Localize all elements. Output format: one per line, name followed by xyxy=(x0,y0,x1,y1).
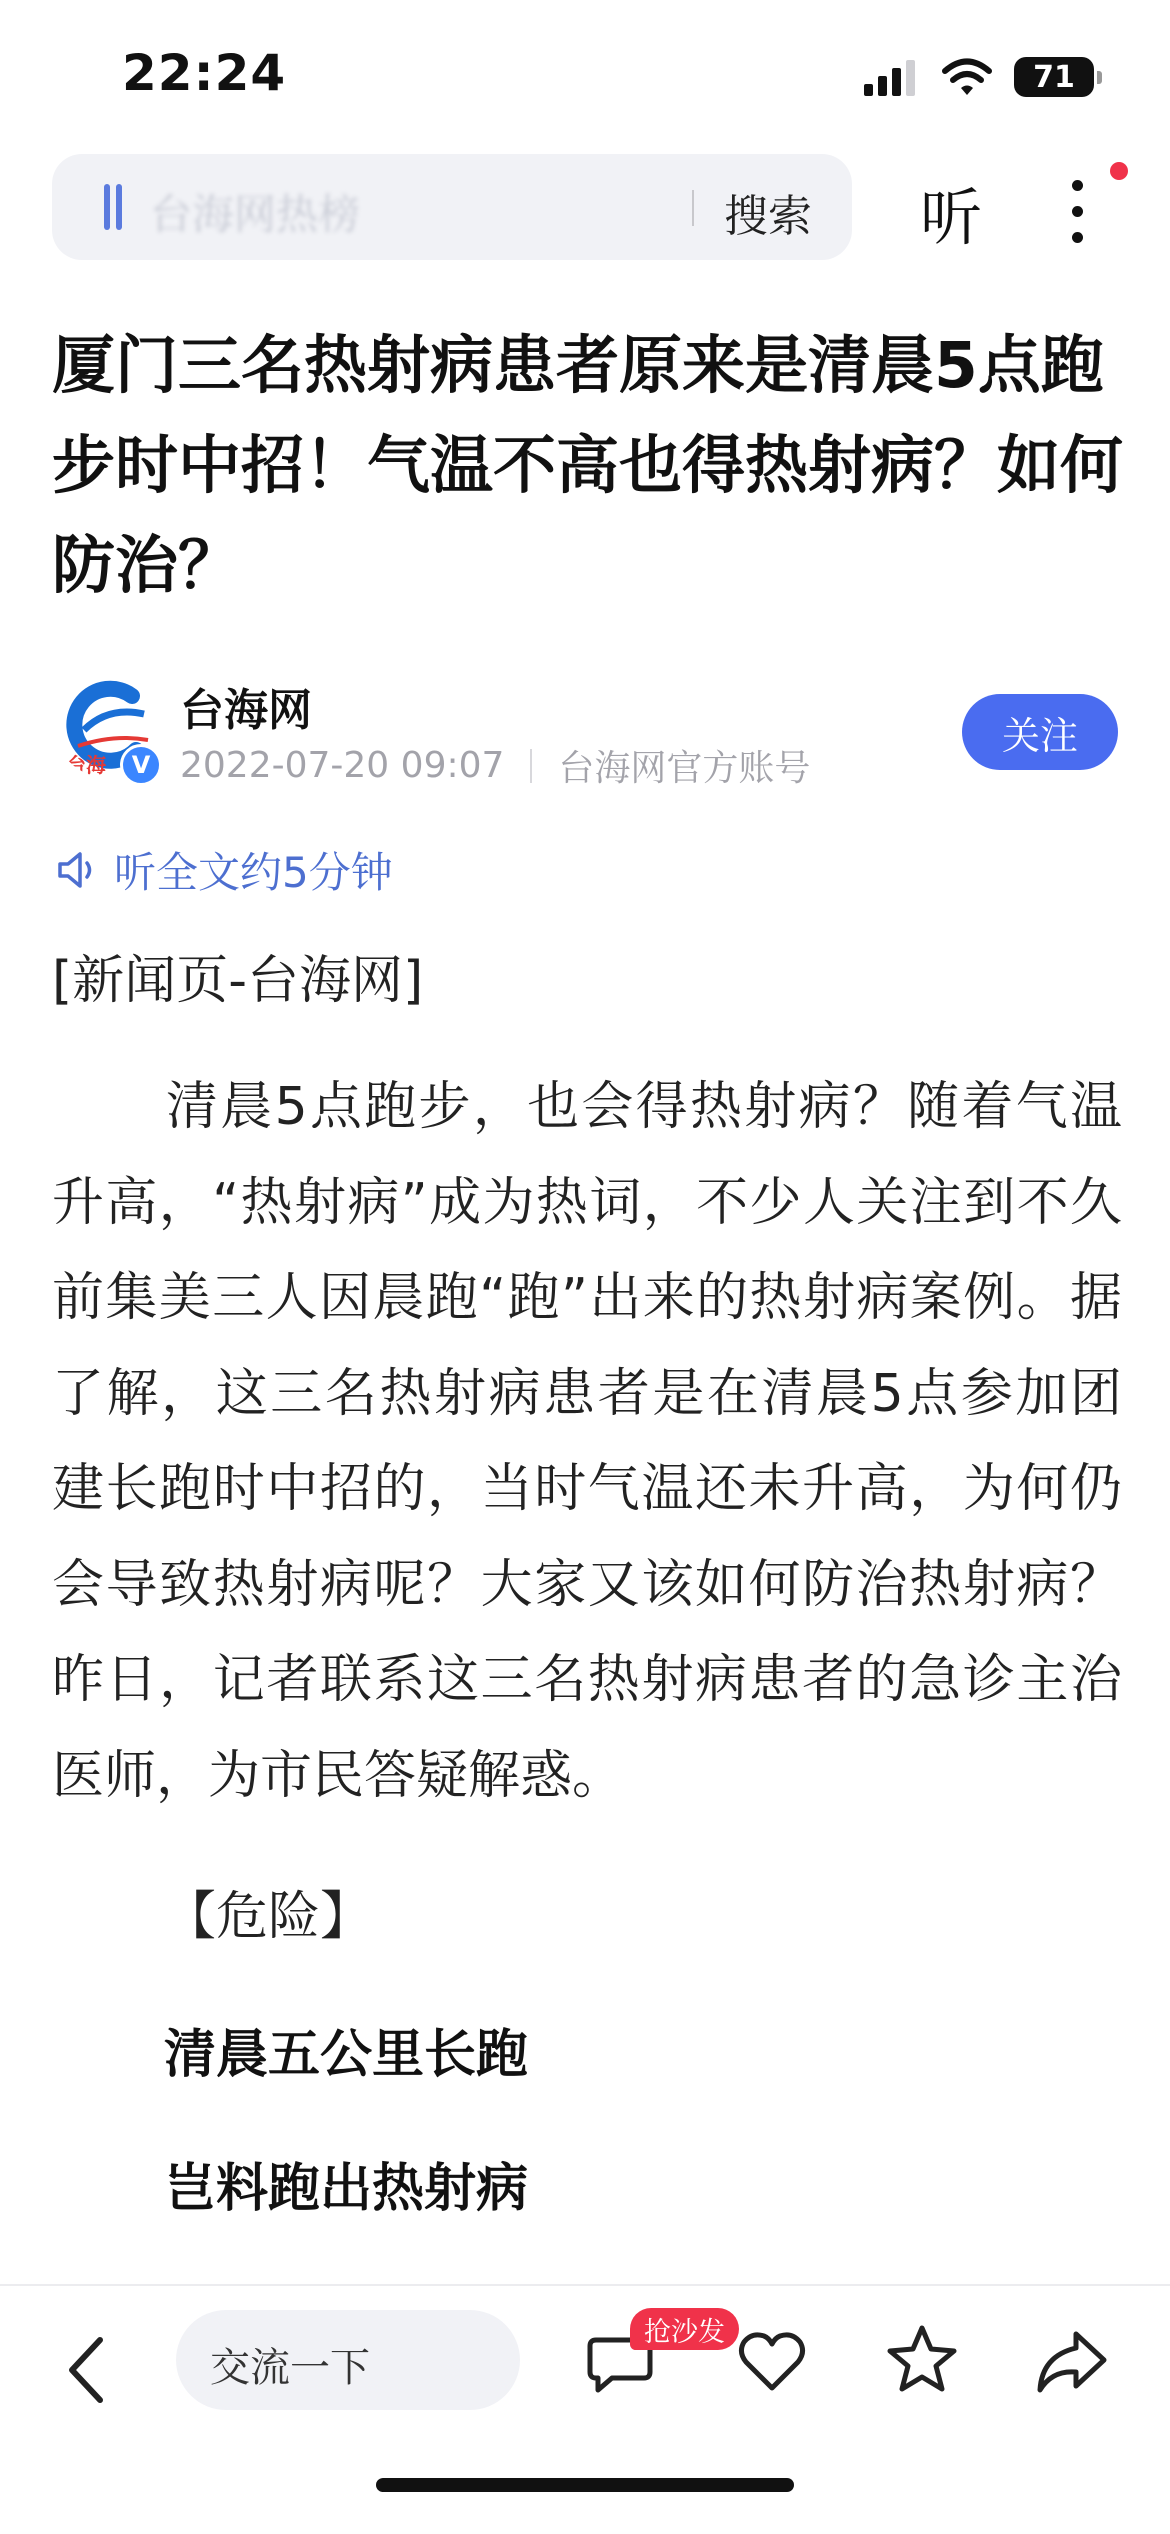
listen-full-label: 听全文约5分钟 xyxy=(114,848,393,897)
bottom-action-bar xyxy=(0,2284,1170,2534)
notification-dot xyxy=(1110,162,1128,180)
search-divider xyxy=(692,190,694,226)
wifi-icon xyxy=(942,58,992,96)
meta-divider xyxy=(530,749,532,783)
subheading: 岂料跑出热射病 xyxy=(164,2159,529,2219)
sofa-badge: 抢沙发 xyxy=(630,2308,739,2350)
search-cursor-icon xyxy=(104,184,126,230)
battery-indicator: 71 xyxy=(1014,57,1094,97)
article-source: [新闻页-台海网] xyxy=(52,951,424,1011)
listen-button[interactable]: 听 xyxy=(920,181,983,254)
section-heading: 【危险】 xyxy=(164,1887,373,1947)
home-indicator[interactable] xyxy=(376,2478,794,2492)
account-type: 台海网官方账号 xyxy=(558,748,811,789)
search-button[interactable]: 搜索 xyxy=(724,191,812,242)
status-icons xyxy=(862,52,1094,102)
like-button[interactable] xyxy=(736,2326,808,2398)
status-time: 22:24 xyxy=(122,44,287,102)
publish-date: 2022-07-20 09:07 xyxy=(180,745,505,786)
share-button[interactable] xyxy=(1034,2326,1110,2398)
favorite-button[interactable] xyxy=(884,2322,960,2398)
heart-icon xyxy=(736,2326,808,2398)
verified-badge-icon: V xyxy=(120,744,162,786)
author-meta xyxy=(180,740,810,791)
avatar-text: 台海 xyxy=(66,753,106,777)
subheading: 清晨五公里长跑 xyxy=(164,2025,529,2085)
author-name[interactable]: 台海网 xyxy=(180,685,312,736)
comment-input[interactable] xyxy=(176,2310,520,2410)
article-title: 厦门三名热射病患者原来是清晨5点跑步时中招！气温不高也得热射病？如何防治？ xyxy=(52,329,1123,602)
back-button[interactable] xyxy=(56,2330,116,2410)
search-placeholder: 台海网热榜 xyxy=(150,190,361,239)
search-input[interactable] xyxy=(52,154,852,260)
speaker-icon xyxy=(56,848,100,892)
share-arrow-icon xyxy=(1034,2326,1110,2398)
chevron-left-icon xyxy=(56,2330,116,2410)
listen-full-text-button[interactable] xyxy=(56,840,393,900)
star-icon xyxy=(884,2322,960,2398)
follow-button[interactable]: 关注 xyxy=(962,694,1118,770)
article-paragraph: 清晨5点跑步，也会得热射病？随着气温升高，“热射病”成为热词，不少人关注到不久前集美三人因晨跑“跑”出来的热射病案例。据了解，这三名热射病患者是在清晨5点参加团建长跑时中招的，当时气温还未升高，为何仍会导致热射病呢？大家又该如何防治热射病？昨日，记者联系这三名热射病患者的急诊主治医师，为市民答疑解惑。 xyxy=(52,1077,1122,1806)
more-options-icon[interactable] xyxy=(1058,172,1098,252)
comment-placeholder: 交流一下 xyxy=(210,2345,370,2391)
cellular-signal-icon xyxy=(862,58,920,96)
